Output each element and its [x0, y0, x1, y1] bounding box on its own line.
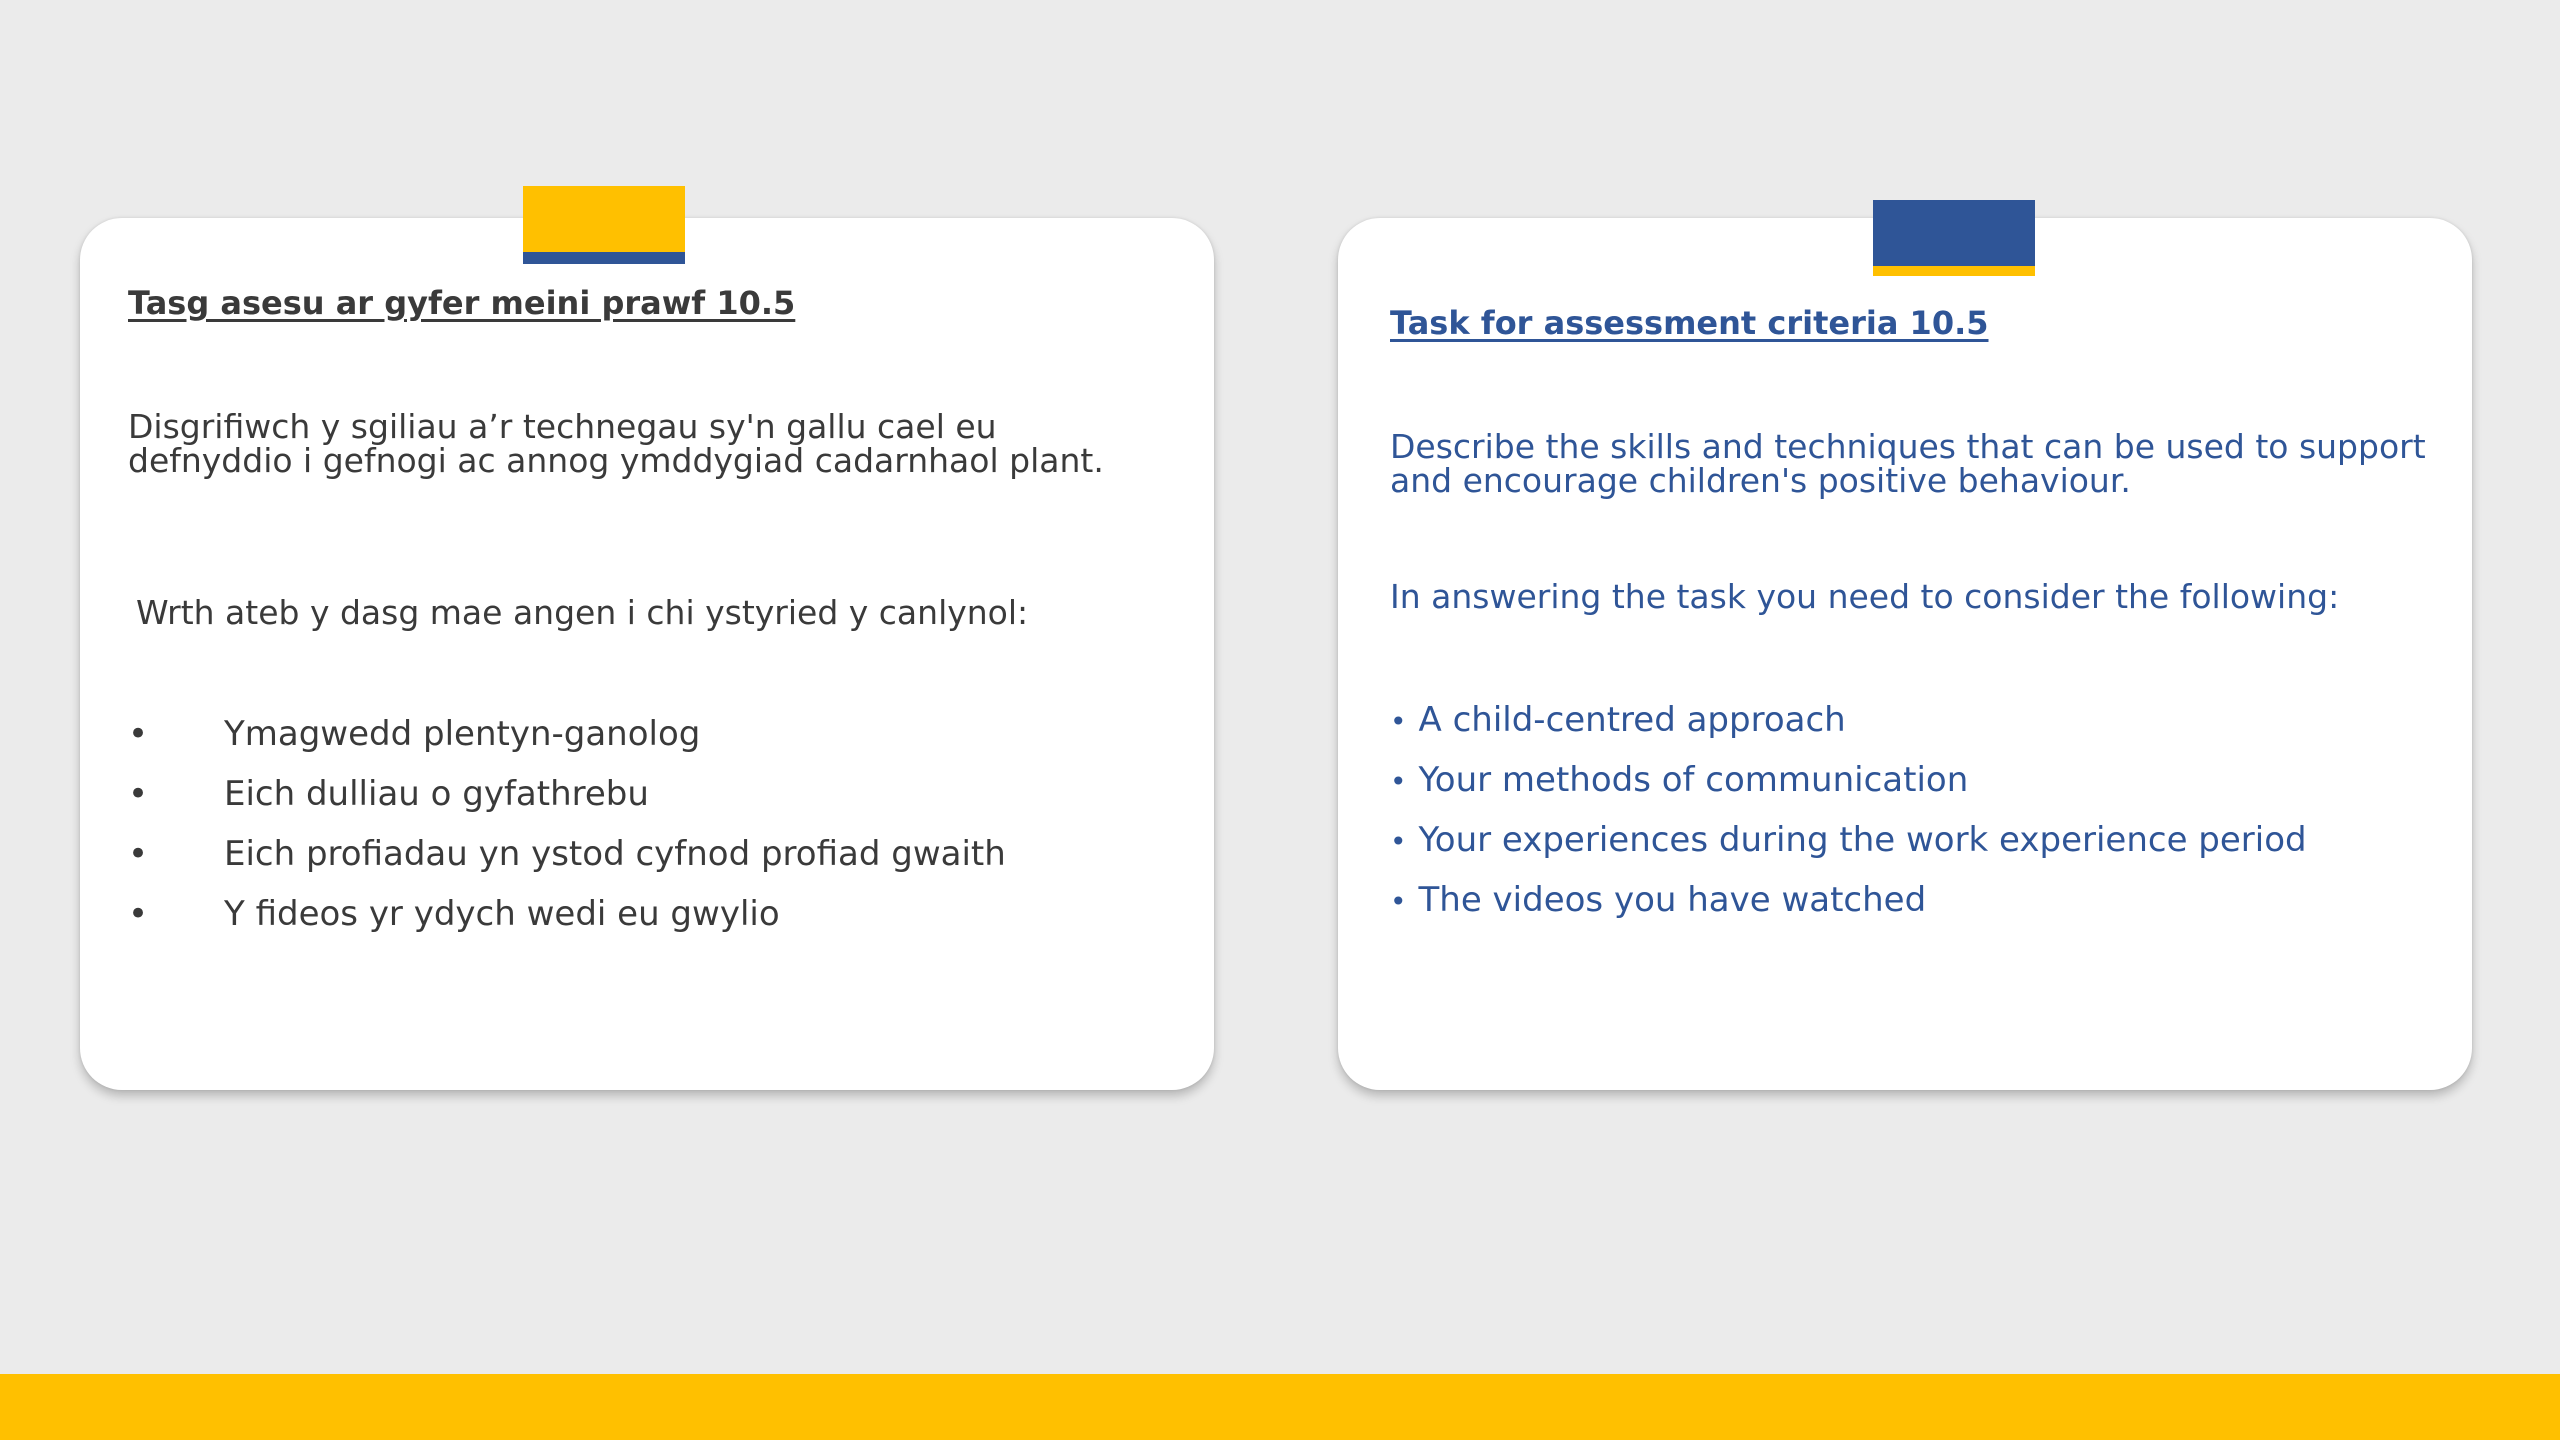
- bullet-icon: •: [1390, 765, 1407, 798]
- welsh-task-intro: Wrth ateb y dasg mae angen i chi ystyried y canlynol:: [136, 593, 1029, 632]
- bullet-icon: •: [1390, 705, 1407, 738]
- bullet-icon: •: [128, 834, 149, 874]
- bullet-icon: •: [128, 714, 149, 754]
- english-bullet-list: [1390, 690, 2307, 930]
- bullet-icon: •: [1390, 885, 1407, 918]
- blue-tab-decoration: [1873, 200, 2035, 276]
- list-item-text: The videos you have watched: [1418, 880, 1927, 920]
- list-item-text: Eich profiadau yn ystod cyfnod profiad gwaith: [224, 834, 1006, 874]
- english-task-heading: Task for assessment criteria 10.5: [1390, 304, 1989, 342]
- list-item: [128, 704, 1006, 764]
- welsh-task-heading: Tasg asesu ar gyfer meini prawf 10.5: [128, 284, 796, 322]
- welsh-task-card: [80, 218, 1214, 1090]
- list-item-text: Your methods of communication: [1418, 760, 1969, 800]
- english-task-card: [1338, 218, 2472, 1090]
- list-item: [128, 764, 1006, 824]
- list-item: [128, 824, 1006, 884]
- list-item-text: Ymagwedd plentyn-ganolog: [224, 714, 701, 754]
- list-item-text: Y fideos yr ydych wedi eu gwylio: [224, 894, 780, 934]
- list-item-text: Your experiences during the work experience period: [1418, 820, 2307, 860]
- list-item: [128, 884, 1006, 944]
- english-task-description: Describe the skills and techniques that can be used to support and encourage children's positive behaviour.: [1390, 427, 2426, 500]
- welsh-bullet-list: [128, 704, 1006, 944]
- list-item-text: A child-centred approach: [1418, 700, 1846, 740]
- list-item: [1390, 870, 2307, 930]
- yellow-tab-decoration: [523, 186, 685, 264]
- welsh-task-description: Disgrifiwch y sgiliau a’r technegau sy'n gallu cael eu defnyddio i gefnogi ac annog ymddygiad cadarnhaol plant.: [128, 407, 1104, 480]
- list-item: [1390, 750, 2307, 810]
- list-item: [1390, 690, 2307, 750]
- bullet-icon: •: [1390, 825, 1407, 858]
- bullet-icon: •: [128, 774, 149, 814]
- list-item: [1390, 810, 2307, 870]
- bullet-icon: •: [128, 894, 149, 934]
- list-item-text: Eich dulliau o gyfathrebu: [224, 774, 649, 814]
- bottom-accent-bar: [0, 1374, 2560, 1440]
- english-task-intro: In answering the task you need to consider the following:: [1390, 577, 2340, 616]
